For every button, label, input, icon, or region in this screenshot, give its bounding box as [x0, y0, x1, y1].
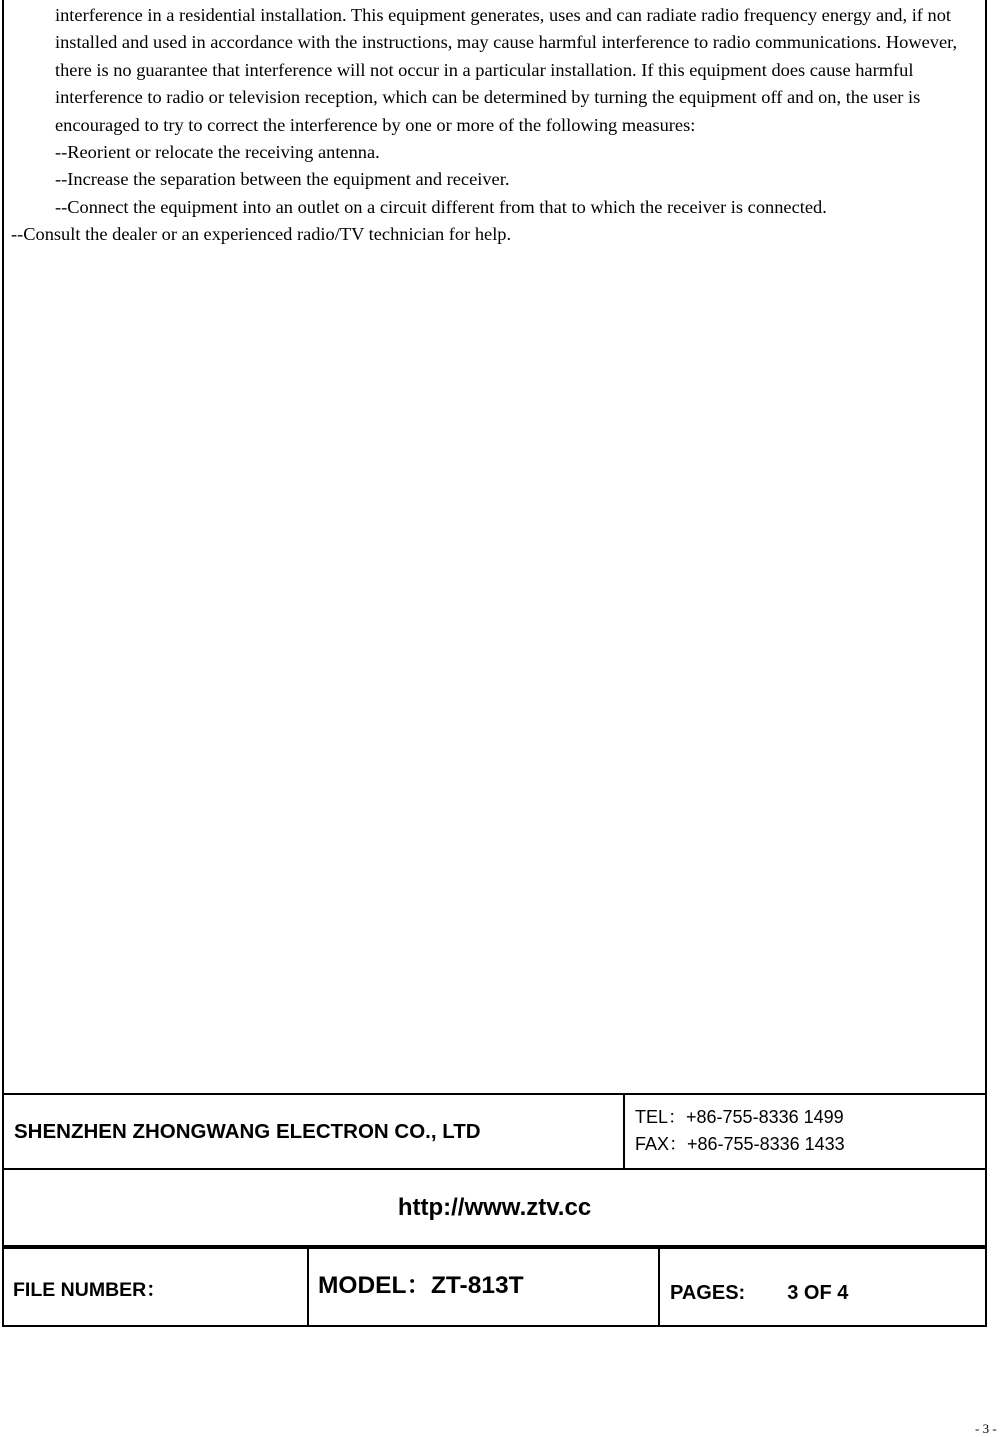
file-number-label: FILE NUMBER：	[13, 1278, 166, 1301]
company-name: SHENZHEN ZHONGWANG ELECTRON CO., LTD	[14, 1120, 481, 1143]
contact-info	[635, 1104, 845, 1158]
body-text	[4, 2, 985, 1094]
company-row	[4, 1095, 985, 1169]
pages-info	[670, 1255, 848, 1332]
pages-value: 3 OF 4	[787, 1282, 849, 1304]
measure-item: --Reorient or relocate the receiving antenna.	[55, 142, 380, 163]
fax-number: FAX：+86-755-8336 1433	[635, 1134, 845, 1154]
divider	[658, 1249, 660, 1326]
tel-number: TEL：+86-755-8336 1499	[635, 1107, 844, 1127]
website-row	[4, 1170, 985, 1246]
model-label: MODEL：ZT-813T	[318, 1272, 524, 1299]
fcc-paragraph: interference in a residential installation. This equipment generates, uses and can radiate radio frequency energy and, if not installed and used in accordance with the instructions, may cause harmful interference to radio communications. However, there is no guarantee that interference will not occur in a particular installation. If this equipment does cause harmful interference to radio or television reception, which can be determined by turning the equipment off and on, the user is encouraged to try to correct the interference by one or more of the following measures:	[55, 5, 958, 135]
document-frame	[2, 0, 987, 1327]
measure-item: --Increase the separation between the equipment and receiver.	[55, 169, 510, 190]
divider	[307, 1249, 309, 1326]
divider	[623, 1095, 625, 1169]
measure-item: --Consult the dealer or an experienced radio/TV technician for help.	[11, 224, 512, 245]
website-url: http://www.ztv.cc	[397, 1194, 592, 1221]
page-number: - 3 -	[975, 1421, 997, 1436]
measure-item: --Connect the equipment into an outlet on a circuit different from that to which the receiver is connected.	[55, 196, 827, 217]
file-info-row	[4, 1249, 985, 1326]
pages-label: PAGES:	[670, 1282, 746, 1304]
